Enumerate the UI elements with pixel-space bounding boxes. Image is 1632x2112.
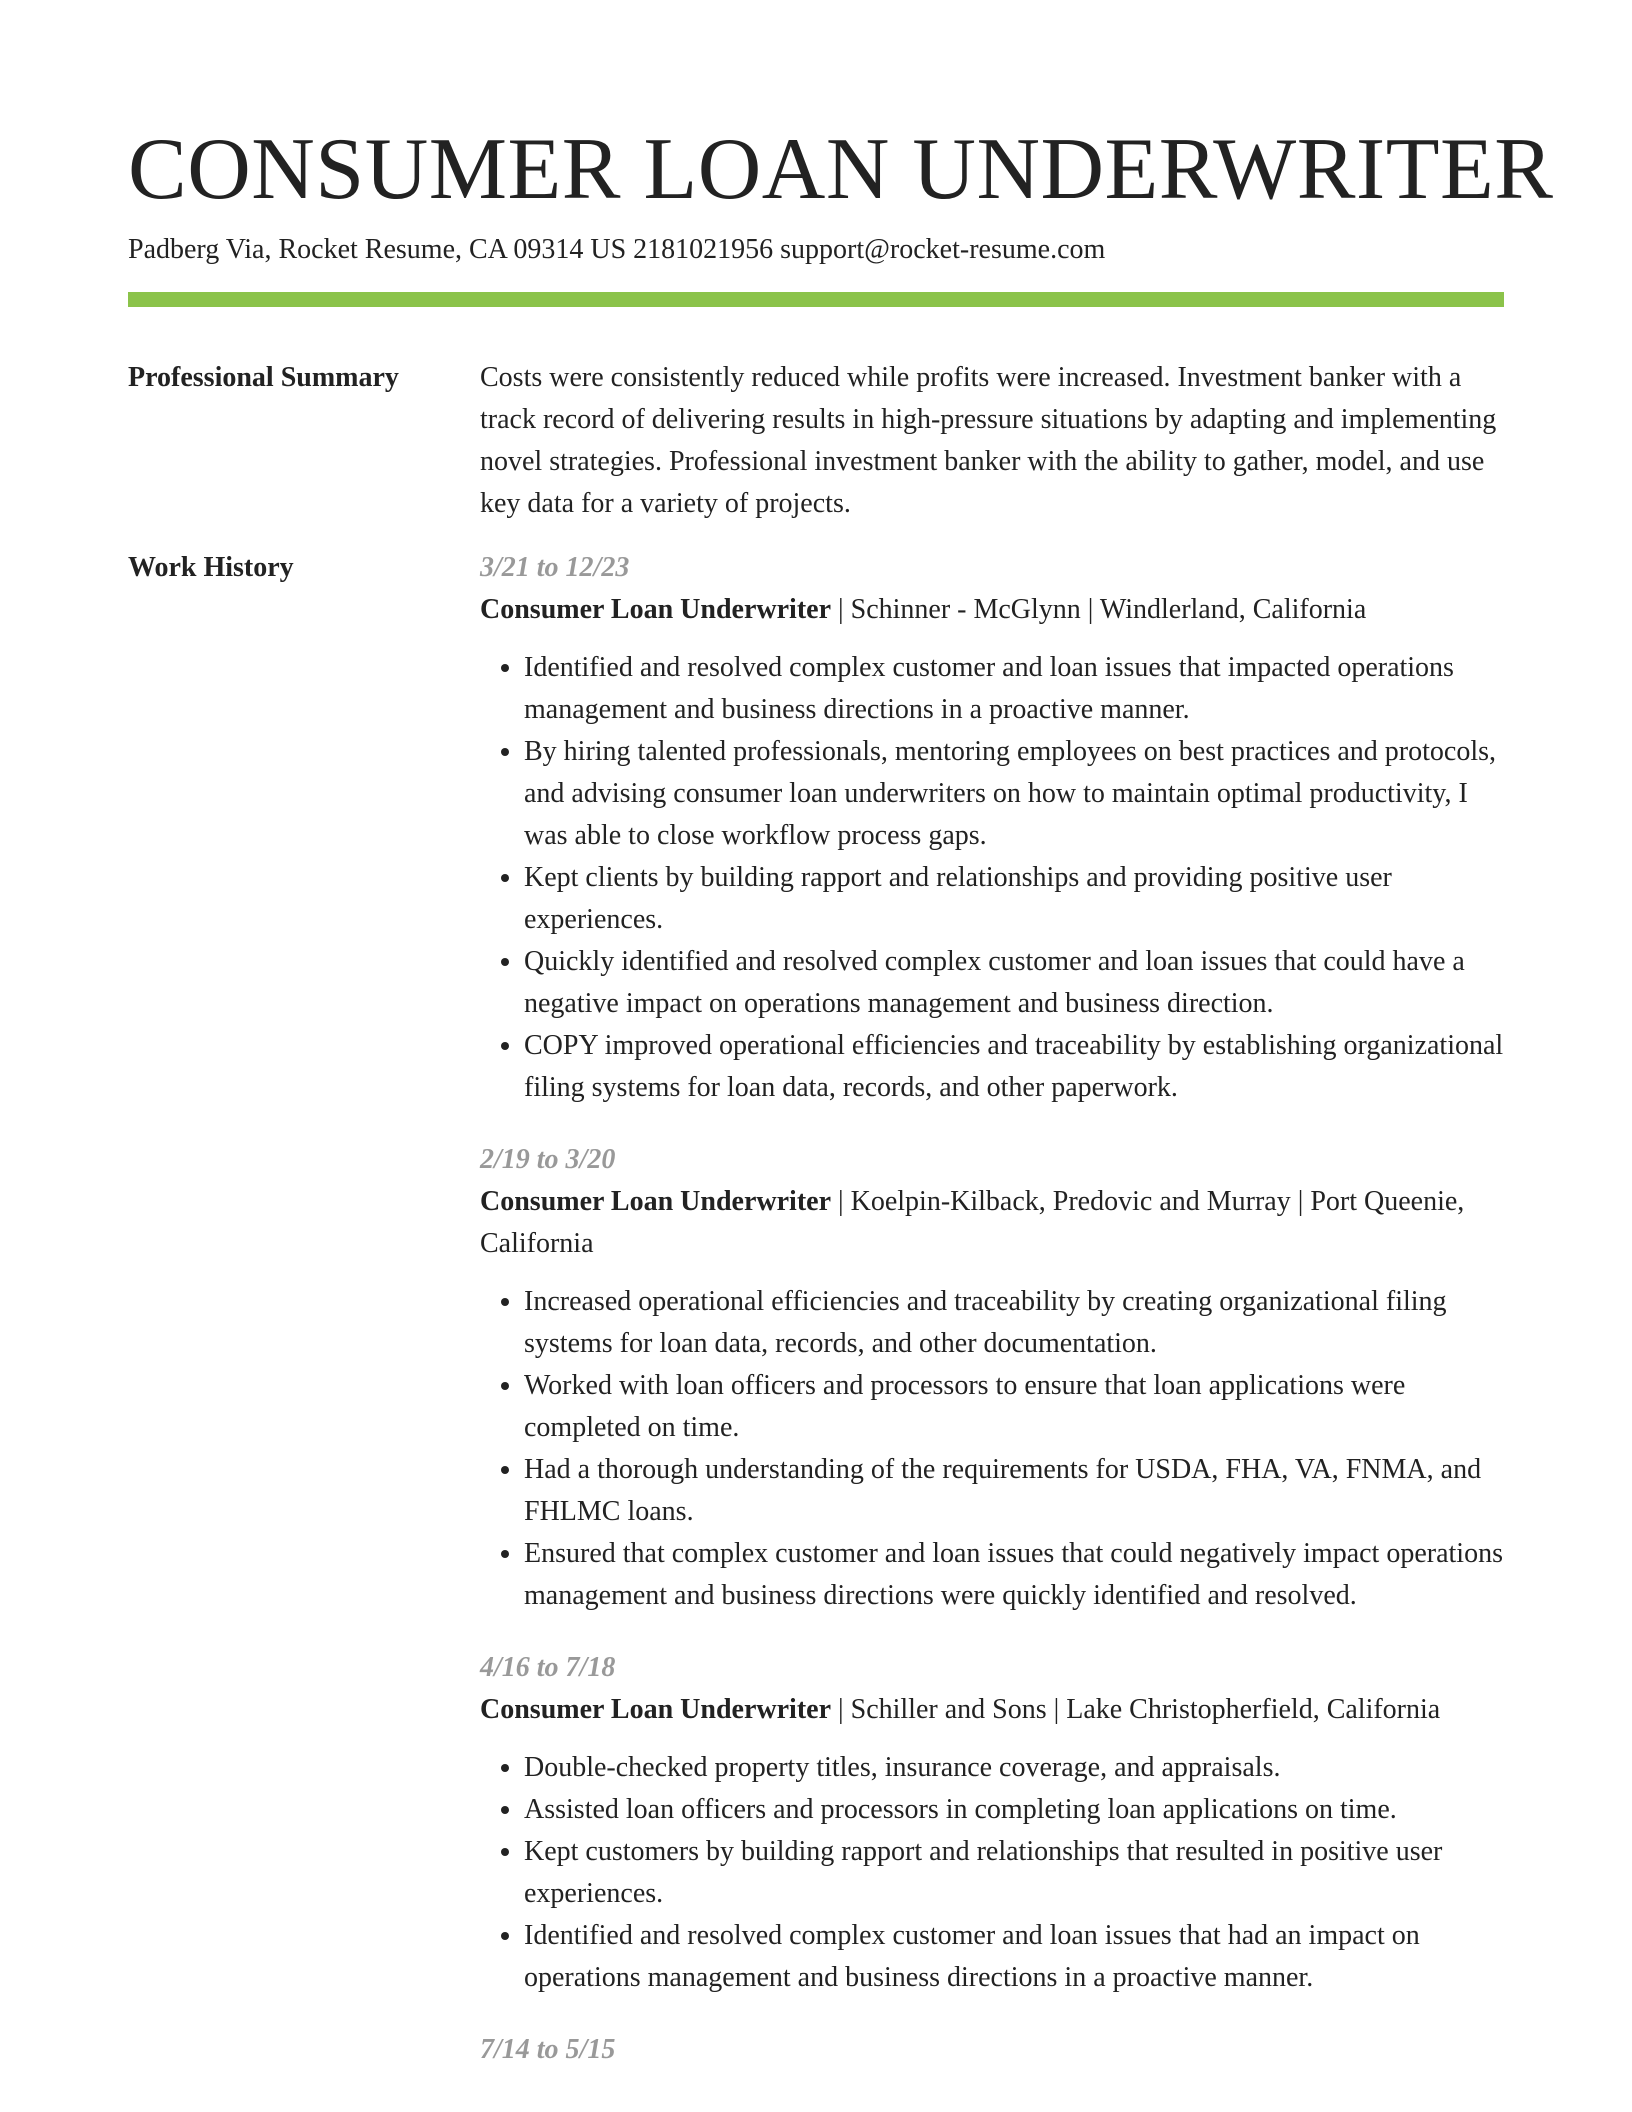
job-employer-location: | Koelpin-Kilback, Predovic and Murray | Port Queenie, California — [480, 1186, 1465, 1259]
summary-text: Costs were consistently reduced while profits were increased. Investment banker with a track record of delivering results in high-pressure situations by adapting and implementing novel strategies. Professional investment banker with the ability to gather, model, and use key data for a variety of projects. — [480, 362, 1497, 519]
job-entry — [480, 547, 1504, 1109]
job-employer-location: | Schiller and Sons | Lake Christopherfield, California — [831, 1694, 1441, 1725]
job-entry — [480, 1647, 1504, 1999]
job-title: Consumer Loan Underwriter — [480, 1186, 832, 1217]
job-title: Consumer Loan Underwriter — [480, 594, 832, 625]
header-divider — [128, 292, 1504, 307]
responsibility-item: • Increased operational efficiencies and traceability by creating organizational filing systems for loan data, records, and other documentation. — [524, 1281, 1504, 1365]
resume-name-heading: CONSUMER LOAN UNDERWRITER — [128, 121, 1554, 218]
responsibility-item: • Identified and resolved complex customer and loan issues that impacted operations management and business directions in a proactive manner. — [524, 647, 1504, 731]
job-title-line — [480, 589, 1504, 631]
responsibility-item: • Quickly identified and resolved complex customer and loan issues that could have a negative impact on operations management and business direction. — [524, 941, 1504, 1025]
summary-section — [128, 357, 1504, 525]
job-title-line — [480, 1689, 1504, 1731]
work-history-list — [480, 547, 1504, 2101]
responsibility-item: • Had a thorough understanding of the requirements for USDA, FHA, VA, FNMA, and FHLMC loans. — [524, 1449, 1504, 1533]
responsibility-item: • Ensured that complex customer and loan issues that could negatively impact operations management and business directions were quickly identified and resolved. — [524, 1533, 1504, 1617]
job-dates: 7/14 to 5/15 — [480, 2034, 616, 2065]
responsibility-item: • Kept customers by building rapport and relationships that resulted in positive user experiences. — [524, 1831, 1504, 1915]
job-dates: 4/16 to 7/18 — [480, 1652, 616, 1683]
responsibility-item: • Identified and resolved complex customer and loan issues that had an impact on operations management and business directions in a proactive manner. — [524, 1915, 1504, 1999]
job-entry — [480, 2029, 1504, 2071]
job-responsibilities-list — [480, 1747, 1504, 1999]
job-title: Consumer Loan Underwriter — [480, 1694, 832, 1725]
work-history-section — [128, 547, 1504, 2101]
job-title-line — [480, 1181, 1504, 1265]
responsibility-item: • Kept clients by building rapport and relationships and providing positive user experiences. — [524, 857, 1504, 941]
summary-label: Professional Summary — [128, 362, 399, 393]
job-employer-location: | Schinner - McGlynn | Windlerland, California — [831, 594, 1367, 625]
work-history-label: Work History — [128, 552, 294, 583]
responsibility-item: • Double-checked property titles, insurance coverage, and appraisals. — [524, 1747, 1504, 1789]
job-dates: 3/21 to 12/23 — [480, 552, 630, 583]
responsibility-item: • Assisted loan officers and processors in completing loan applications on time. — [524, 1789, 1504, 1831]
job-dates: 2/19 to 3/20 — [480, 1144, 616, 1175]
job-responsibilities-list — [480, 1281, 1504, 1617]
contact-line: Padberg Via, Rocket Resume, CA 09314 US 2181021956 support@rocket-resume.com — [128, 234, 1106, 265]
job-responsibilities-list — [480, 647, 1504, 1109]
job-entry — [480, 1139, 1504, 1617]
resume-page — [128, 120, 1554, 2101]
responsibility-item: • COPY improved operational efficiencies and traceability by establishing organizational filing systems for loan data, records, and other paperwork. — [524, 1025, 1504, 1109]
responsibility-item: • By hiring talented professionals, mentoring employees on best practices and protocols, and advising consumer loan underwriters on how to maintain optimal productivity, I was able to close workflow process gaps. — [524, 731, 1504, 857]
responsibility-item: • Worked with loan officers and processors to ensure that loan applications were completed on time. — [524, 1365, 1504, 1449]
